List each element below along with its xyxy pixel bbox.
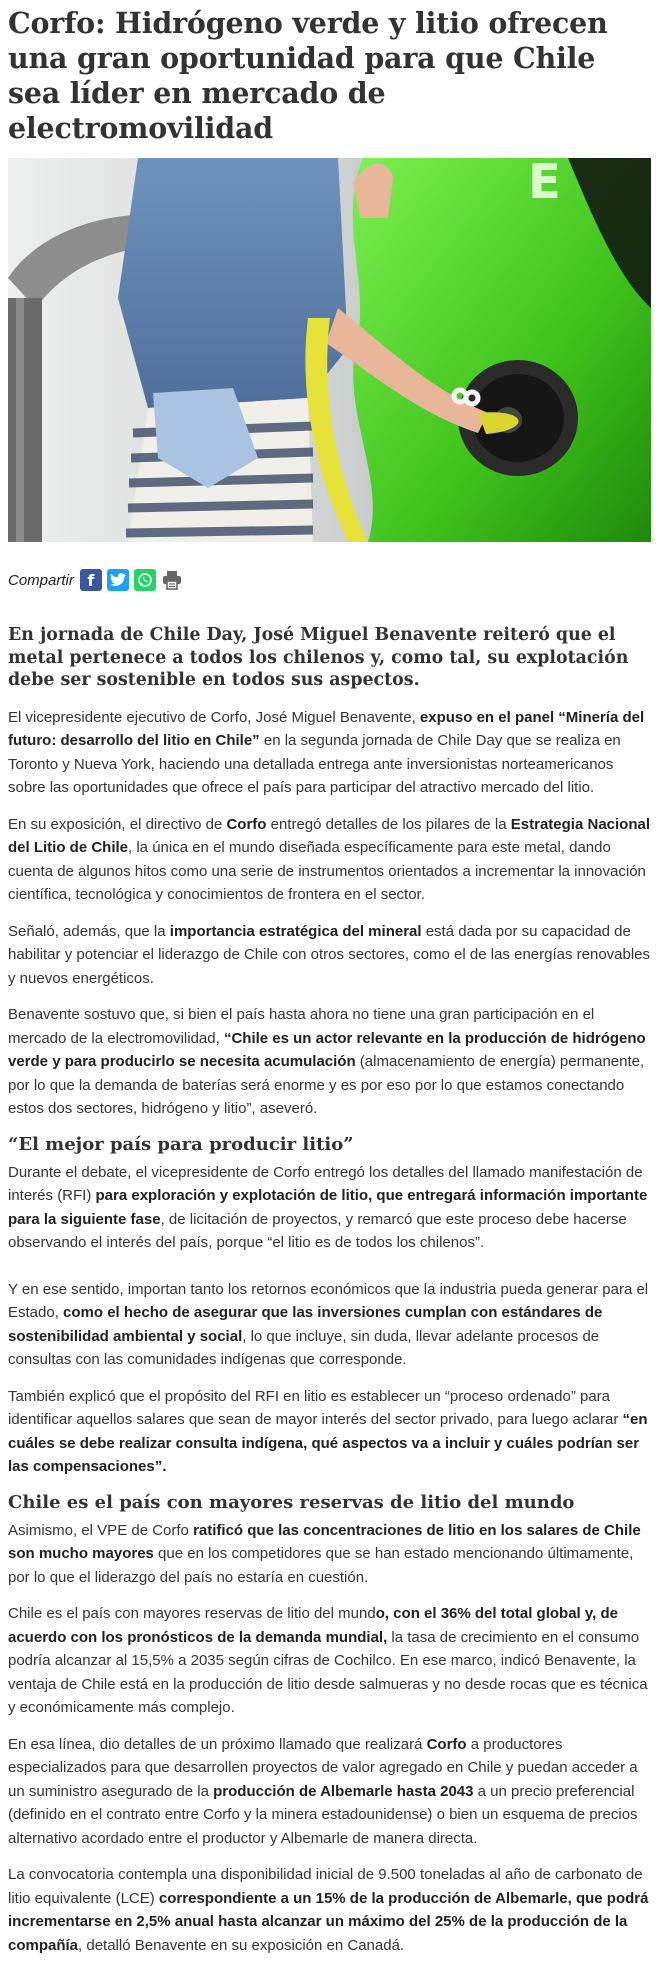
paragraph: En esa línea, dio detalles de un próximo llamado que realizará Corfo a productores especializados para que desarrollen proyectos de valor agregado en Chile y puedan acceder a un suministro asegurado de la producción de Albemarle hasta 2043 a un precio preferencial (definido en el contrato entre Corfo y la minera estadounidense) o bien un esquema de precios alternativo acordado entre el productor y Albemarle de manera directa.	[8, 1735, 638, 1847]
article-lead: En jornada de Chile Day, José Miguel Benavente reiteró que el metal pertenece a todos los chilenos y, como tal, su explotación debe ser sostenible en todos sus aspectos.	[8, 625, 629, 690]
paragraph: Durante el debate, el vicepresidente de Corfo entregó los detalles del llamado manifestación de interés (RFI) para exploración y explotación de litio, que entregará información importante para la siguiente fase, de licitación de proyectos, y remarcó que este proceso debe hacerse observando el interés del país, porque “el litio es de todos los chilenos”.	[8, 1163, 648, 1251]
facebook-icon[interactable]: f	[80, 569, 102, 591]
paragraph: En su exposición, el directivo de Corfo entregó detalles de los pilares de la Estrategia Nacional del Litio de Chile, la única en el mundo diseñada específicamente para este metal, dando cuenta de algunos hitos como una serie de instrumentos orientados a incrementar la innovación científica, tecnológica y conocimientos de frontera en el sector.	[8, 815, 650, 903]
article	[0, 6, 659, 1957]
section-heading: “El mejor país para producir litio”	[8, 1133, 354, 1155]
article-title: Corfo: Hidrógeno verde y litio ofrecen una gran oportunidad para que Chile sea líder en mercado de electromovilidad	[8, 6, 608, 145]
twitter-icon[interactable]	[107, 569, 129, 591]
paragraph: Asimismo, el VPE de Corfo ratificó que las concentraciones de litio en los salares de Chile son mucho mayores que en los competidores que se han estado mencionando últimamente, por lo que el liderazgo del país no estaría en cuestión.	[8, 1521, 641, 1586]
paragraph: La convocatoria contempla una disponibilidad inicial de 9.500 toneladas al año de carbonato de litio equivalente (LCE) correspondiente a un 15% de la producción de Albemarle, que podrá incrementarse en 2,5% anual hasta alcanzar un máximo del 25% de la producción de la compañía, detalló Benavente en su exposición en Canadá.	[8, 1866, 649, 1954]
paragraph: Y en ese sentido, importan tanto los retornos económicos que la industria pueda generar para el Estado, como el hecho de asegurar que las inversiones cumplan con estándares de sostenibilidad ambiental y social, lo que incluye, sin duda, llevar adelante procesos de consultas con las comunidades indígenas que corresponde.	[8, 1280, 649, 1368]
share-bar	[8, 566, 651, 594]
hero-image	[8, 158, 651, 542]
paragraph: El vicepresidente ejecutivo de Corfo, José Miguel Benavente, expuso en el panel “Minería del futuro: desarrollo del litio en Chile” en la segunda jornada de Chile Day que se realiza en Toronto y Nueva York, haciendo una detallada entrega ante inversionistas norteamericanos sobre las oportunidades que ofrece el país para participar del atractivo mercado del litio.	[8, 708, 645, 796]
paragraph: También explicó que el propósito del RFI en litio es establecer un “proceso ordenado” para identificar aquellos salares que sean de mayor interés del sector privado, para luego aclarar “en cuáles se debe realizar consulta indígena, qué aspectos va a incluir y cuáles podrían ser las compensaciones”.	[8, 1387, 648, 1475]
share-label: Compartir	[8, 571, 74, 589]
paragraph: Chile es el país con mayores reservas de litio del mundo, con el 36% del total global y, de acuerdo con los pronósticos de la demanda mundial, la tasa de crecimiento en el consumo podría alcanzar al 15,5% a 2035 según cifras de Cochilco. En ese marco, indicó Benavente, la ventaja de Chile está en la producción de litio desde salmueras y no desde rocas que es técnica y económicamente más complejo.	[8, 1605, 648, 1716]
whatsapp-icon[interactable]	[134, 569, 156, 591]
svg-text:E: E	[528, 158, 561, 210]
section-heading: Chile es el país con mayores reservas de litio del mundo	[8, 1491, 575, 1513]
paragraph: Señaló, además, que la importancia estratégica del mineral está dada por su capacidad de habilitar y potenciar el liderazgo de Chile con otros sectores, como el de las energías renovables y nuevos energéticos.	[8, 922, 651, 987]
paragraph: Benavente sostuvo que, si bien el país hasta ahora no tiene una gran participación en el mercado de la electromovilidad, “Chile es un actor relevante en la producción de hidrógeno verde y para producirlo se necesita acumulación (almacenamiento de energía) permanente, por lo que la demanda de baterías será enorme y es por eso por lo que estamos conectando estos dos sectores, hidrógeno y litio”, aseveró.	[8, 1006, 646, 1117]
print-icon[interactable]	[161, 569, 183, 591]
